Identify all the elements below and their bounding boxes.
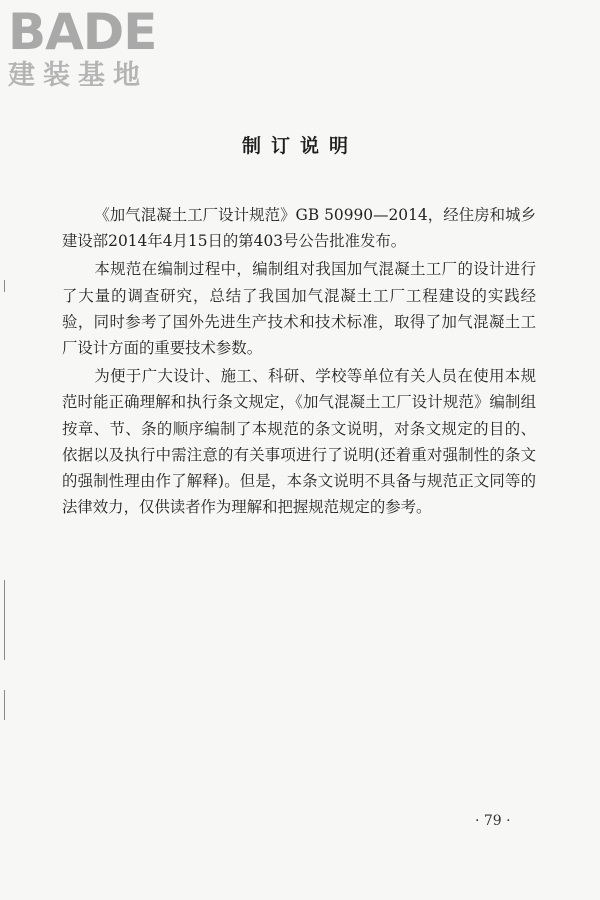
paragraph: 本规范在编制过程中，编制组对我国加气混凝土工厂的设计进行了大量的调查研究，总结了我国加气混凝土工厂工程建设的实践经验，同时参考了国外先进生产技术和技术标准，取得了加气混凝土工厂设计方面的重要技术参数。: [62, 260, 536, 358]
page-number: · 79 ·: [475, 813, 511, 829]
body-text: [62, 202, 536, 522]
logo-subtitle: 建装基地: [8, 60, 148, 91]
paragraph: 为便于广大设计、施工、科研、学校等单位有关人员在使用本规范时能正确理解和执行条文规定，《加气混凝土工厂设计规范》编制组按章、节、条的顺序编制了本规范的条文说明，对条文规定的目的、依据以及执行中需注意的有关事项进行了说明(还着重对强制性的条文的强制性理由作了解释)。但是，本条文说明不具备与规范正文同等的法律效力，仅供读者作为理解和把握规范规定的参考。: [62, 367, 536, 517]
scan-mark: [4, 580, 5, 660]
scan-mark: [4, 280, 5, 292]
scan-mark: [4, 690, 5, 720]
paragraph: 《加气混凝土工厂设计规范》GB 50990—2014，经住房和城乡建设部2014年4月15日的第403号公告批准发布。: [62, 206, 536, 251]
logo-text: BADE: [8, 3, 157, 61]
page-title: 制订说明: [241, 135, 358, 157]
watermark-logo: [8, 4, 178, 94]
